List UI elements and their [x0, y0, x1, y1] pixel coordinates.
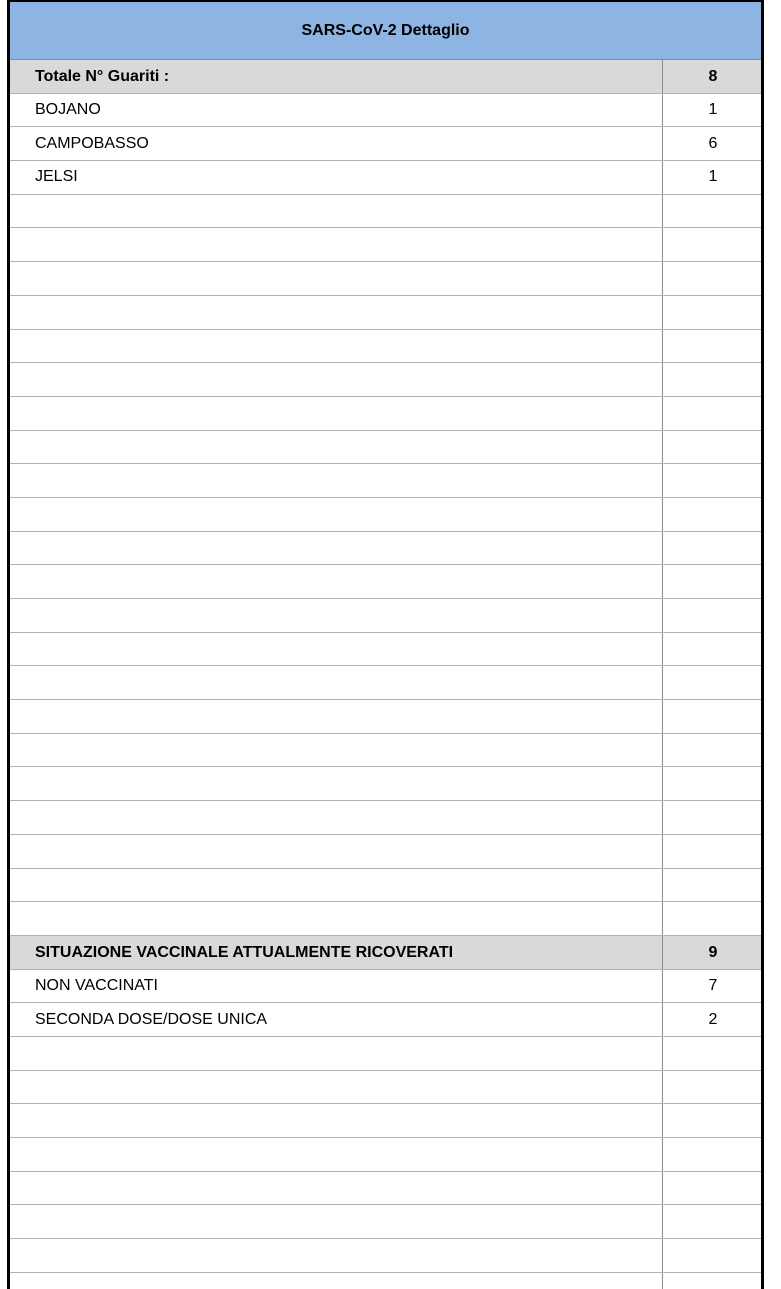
- row-value: [663, 1172, 761, 1205]
- empty-row: [10, 195, 761, 229]
- row-label: [10, 565, 663, 598]
- empty-row: [10, 1104, 761, 1138]
- row-label: [10, 195, 663, 228]
- row-label: [10, 228, 663, 261]
- row-value: [663, 464, 761, 497]
- row-value: [663, 835, 761, 868]
- section-header-value: 8: [708, 68, 718, 86]
- row-label: [10, 296, 663, 329]
- empty-row: [10, 767, 761, 801]
- table-row: [10, 127, 761, 161]
- empty-row: [10, 1205, 761, 1239]
- empty-row: [10, 1138, 761, 1172]
- empty-row: [10, 431, 761, 465]
- row-label: [10, 1037, 663, 1070]
- row-label: [10, 599, 663, 632]
- row-value: [663, 599, 761, 632]
- row-value: [663, 801, 761, 834]
- row-value: [663, 1273, 761, 1289]
- empty-row: [10, 565, 761, 599]
- row-label: [10, 801, 663, 834]
- row-value: [663, 700, 761, 733]
- empty-row: [10, 498, 761, 532]
- row-label: [10, 869, 663, 902]
- row-label: NON VACCINATI: [10, 970, 663, 1003]
- table-body: [10, 60, 761, 1289]
- row-value: [663, 767, 761, 800]
- row-label: [10, 1138, 663, 1171]
- section-header-label: SITUAZIONE VACCINALE ATTUALMENTE RICOVERATI: [10, 936, 663, 969]
- row-value: [663, 902, 761, 935]
- row-value: [663, 1239, 761, 1272]
- row-value: [663, 565, 761, 598]
- row-label: [10, 397, 663, 430]
- row-value: [663, 1138, 761, 1171]
- row-value: [663, 397, 761, 430]
- row-label: [10, 633, 663, 666]
- row-value: [663, 431, 761, 464]
- empty-row: [10, 869, 761, 903]
- row-label: [10, 902, 663, 935]
- row-label: [10, 1205, 663, 1238]
- row-label: [10, 464, 663, 497]
- row-label: BOJANO: [10, 94, 663, 127]
- row-value: [663, 666, 761, 699]
- empty-row: [10, 532, 761, 566]
- row-label: [10, 532, 663, 565]
- empty-row: [10, 1239, 761, 1273]
- empty-row: [10, 363, 761, 397]
- empty-row: [10, 228, 761, 262]
- row-value: 6: [708, 134, 718, 152]
- table-title: SARS-CoV-2 Dettaglio: [10, 0, 761, 60]
- empty-row: [10, 633, 761, 667]
- row-label: [10, 734, 663, 767]
- spreadsheet-table: [7, 0, 764, 1289]
- row-label: SECONDA DOSE/DOSE UNICA: [10, 1003, 663, 1036]
- row-value: [663, 363, 761, 396]
- row-label: [10, 1071, 663, 1104]
- empty-row: [10, 700, 761, 734]
- row-label: [10, 330, 663, 363]
- row-label: CAMPOBASSO: [10, 127, 663, 160]
- row-value: [663, 734, 761, 767]
- row-label: [10, 363, 663, 396]
- table-row: [10, 970, 761, 1004]
- row-label: [10, 1273, 663, 1289]
- section-header-label: Totale N° Guariti :: [10, 60, 663, 93]
- row-label: [10, 767, 663, 800]
- row-label: [10, 1239, 663, 1272]
- empty-row: [10, 734, 761, 768]
- row-label: [10, 666, 663, 699]
- row-value: [663, 296, 761, 329]
- row-value: [663, 532, 761, 565]
- row-value: [663, 1104, 761, 1137]
- section-header-row: [10, 60, 761, 94]
- empty-row: [10, 801, 761, 835]
- empty-row: [10, 599, 761, 633]
- row-label: [10, 1172, 663, 1205]
- section-header-row: [10, 936, 761, 970]
- row-value: [663, 869, 761, 902]
- row-value: [663, 1071, 761, 1104]
- empty-row: [10, 1037, 761, 1071]
- empty-row: [10, 835, 761, 869]
- row-label: [10, 431, 663, 464]
- row-label: [10, 262, 663, 295]
- empty-row: [10, 262, 761, 296]
- row-value: 1: [708, 168, 718, 186]
- row-value: [663, 633, 761, 666]
- table-row: [10, 161, 761, 195]
- row-label: [10, 835, 663, 868]
- row-value: [663, 262, 761, 295]
- row-value: [663, 228, 761, 261]
- empty-row: [10, 1071, 761, 1105]
- row-label: [10, 700, 663, 733]
- row-label: [10, 498, 663, 531]
- table-row: [10, 1003, 761, 1037]
- section-header-value: 9: [708, 944, 718, 962]
- empty-row: [10, 296, 761, 330]
- row-value: [663, 330, 761, 363]
- table-row: [10, 94, 761, 128]
- row-value: 1: [708, 101, 718, 119]
- empty-row: [10, 1172, 761, 1206]
- row-value: 7: [708, 976, 718, 994]
- row-value: 2: [708, 1010, 718, 1028]
- empty-row: [10, 464, 761, 498]
- empty-row: [10, 330, 761, 364]
- row-value: [663, 498, 761, 531]
- row-label: JELSI: [10, 161, 663, 194]
- row-value: [663, 1205, 761, 1238]
- empty-row: [10, 1273, 761, 1289]
- row-value: [663, 1037, 761, 1070]
- empty-row: [10, 666, 761, 700]
- row-label: [10, 1104, 663, 1137]
- row-value: [663, 195, 761, 228]
- empty-row: [10, 397, 761, 431]
- empty-row: [10, 902, 761, 936]
